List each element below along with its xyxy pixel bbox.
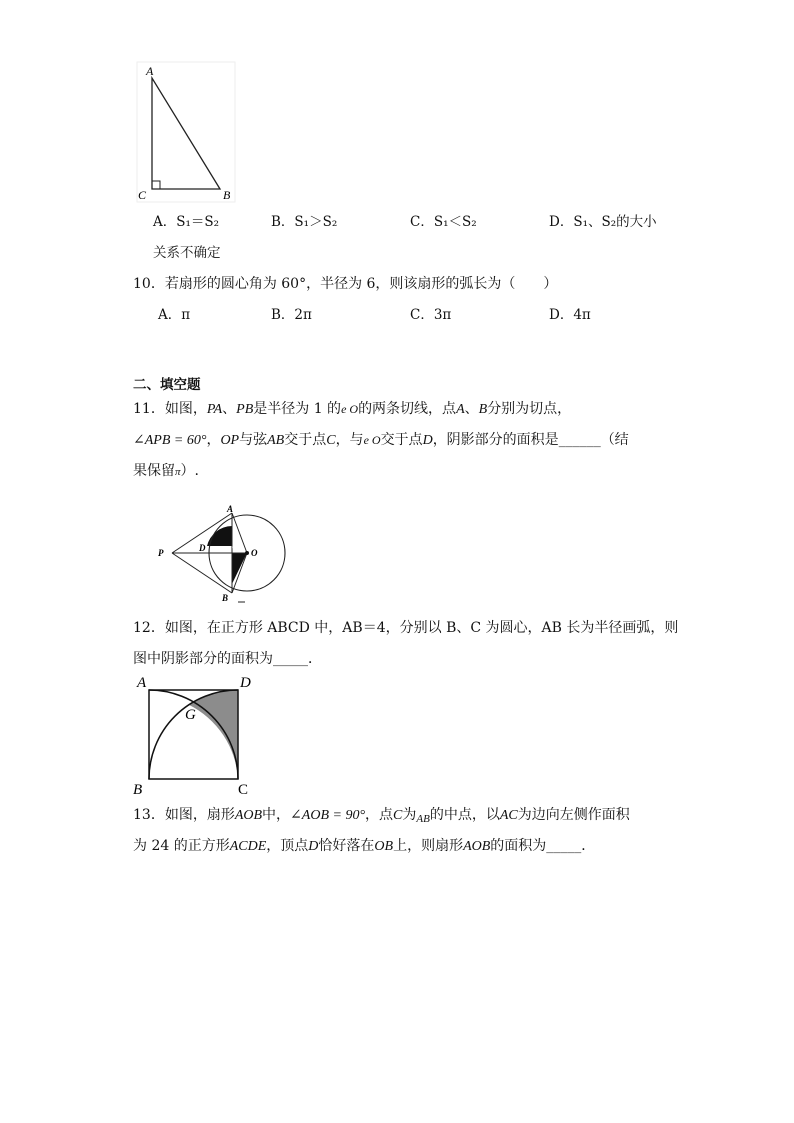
q12-line-2: 图中阴影部分的面积为_____． <box>133 651 322 667</box>
q10-option-b[interactable]: B．2π <box>271 307 312 323</box>
q9-option-a[interactable]: A．S₁＝S₂ <box>153 214 220 230</box>
section-title-fill-in: 二、填空题 <box>133 377 201 393</box>
label-c: C <box>232 542 239 552</box>
label-d: D <box>240 675 251 691</box>
q11-tangent-circle-figure <box>150 500 300 605</box>
triangle-abc <box>152 78 220 189</box>
label-o: O <box>251 548 258 558</box>
label-a: A <box>227 504 234 514</box>
q9-option-c[interactable]: C．S₁＜S₂ <box>410 214 477 230</box>
q11-line-3: 果保留π）. <box>133 463 199 479</box>
q10-option-c[interactable]: C．3π <box>410 307 452 323</box>
q11-line-2: ∠APB = 60°，OP与弦AB交于点C，与e O交于点D，阴影部分的面积是______（结 <box>133 432 629 448</box>
label-b: B <box>223 188 231 202</box>
q12-line-1: 12．如图，在正方形 ABCD 中，AB＝4，分别以 B、C 为圆心，AB 长为半径画弧，则 <box>133 620 679 636</box>
label-a: A <box>146 64 154 78</box>
label-b: B <box>222 593 229 603</box>
label-a: A <box>137 675 147 691</box>
q9-triangle-figure <box>135 60 240 210</box>
label-p: P <box>158 548 164 558</box>
q9-option-b[interactable]: B．S₁＞S₂ <box>271 214 338 230</box>
label-b: B <box>133 782 143 798</box>
q11-answer-blank[interactable]: ______ <box>558 432 601 448</box>
q12-square-arcs-figure <box>128 672 258 800</box>
label-c: C <box>238 782 249 798</box>
label-d: D <box>199 543 206 553</box>
center-o-dot <box>245 551 249 555</box>
tangent-pb <box>172 553 232 593</box>
right-angle-mark <box>152 181 160 189</box>
q10-stem: 10．若扇形的圆心角为 60°，半径为 6，则该扇形的弧长为（ ） <box>133 276 558 292</box>
q10-option-a[interactable]: A．π <box>158 307 191 323</box>
q13-line-1: 13．如图，扇形AOB中，∠AOB = 90°，点C为$_{AB}$的中点，以AC为边向左侧作面积 <box>133 807 630 825</box>
arc-ab-symbol: AB <box>416 813 430 825</box>
q10-option-d[interactable]: D．4π <box>549 307 591 323</box>
label-c: C <box>138 188 147 202</box>
label-g: G <box>185 707 196 723</box>
q9-option-d-continued: 关系不确定 <box>153 245 221 261</box>
q13-line-2: 为 24 的正方形ACDE，顶点D恰好落在OB上，则扇形AOB的面积为_____． <box>133 838 596 854</box>
q9-option-d[interactable]: D．S₁、S₂的大小 <box>549 214 657 230</box>
q11-line-1: 11．如图，PA、PB是半径为 1 的e O的两条切线，点A、B分别为切点， <box>133 401 572 417</box>
